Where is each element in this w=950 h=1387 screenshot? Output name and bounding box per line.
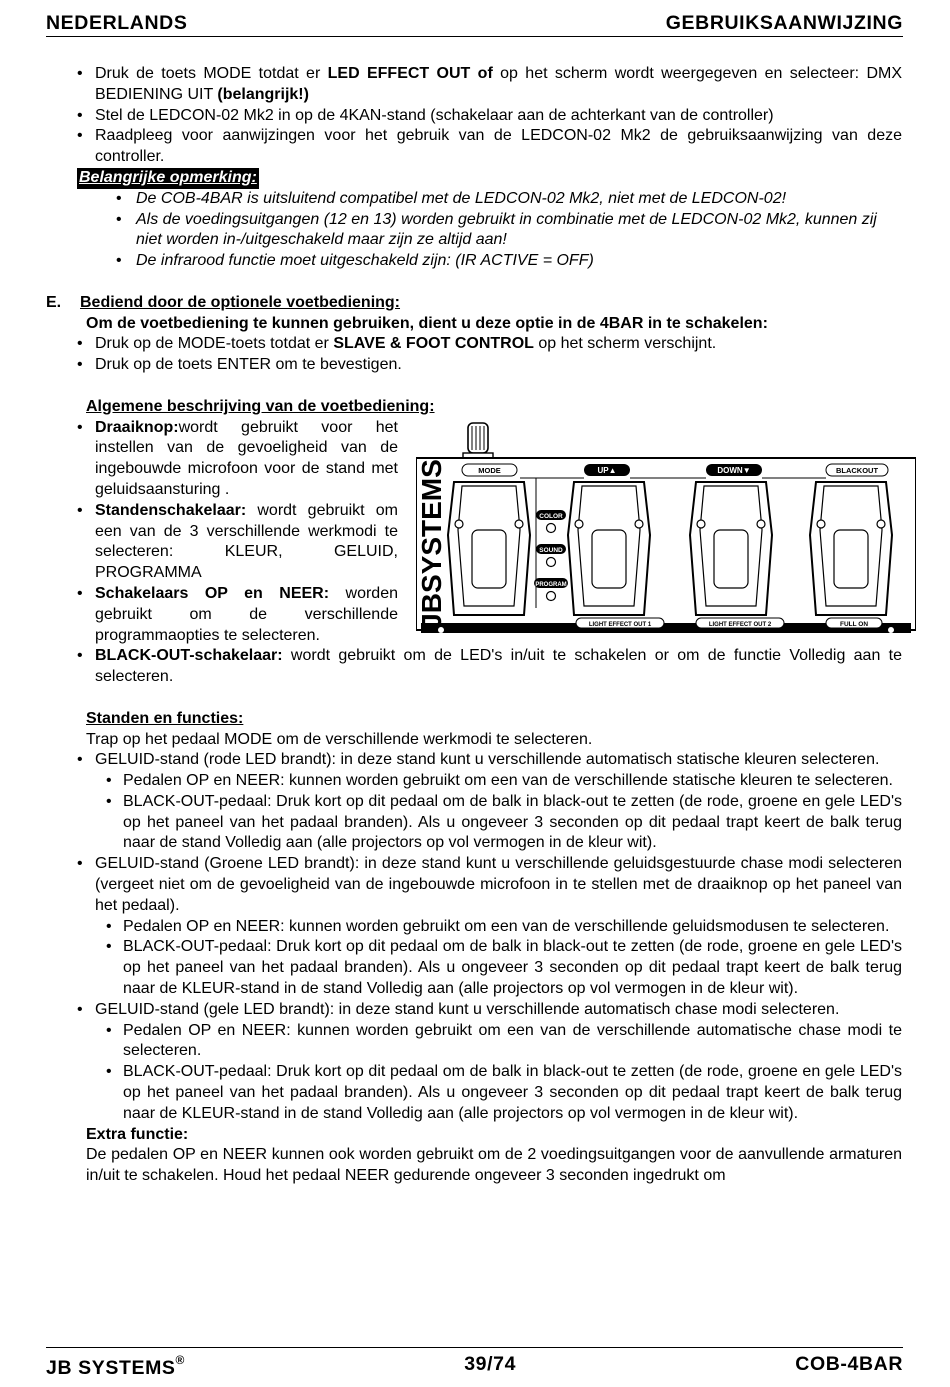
knob-icon bbox=[463, 423, 493, 458]
pedal-blackout bbox=[810, 464, 892, 615]
feature-list bbox=[46, 418, 398, 647]
bold-text: BLACK-OUT-schakelaar: bbox=[95, 647, 283, 665]
important-label: Belangrijke opmerking: bbox=[77, 168, 259, 189]
pedal-label-blackout: BLACKOUT bbox=[835, 466, 879, 475]
led-label-color: COLOR bbox=[539, 513, 563, 520]
text: Druk op de MODE-toets totdat er bbox=[95, 335, 334, 353]
important-note-row bbox=[46, 168, 902, 189]
footer-brand-text: JB SYSTEMS bbox=[46, 1356, 176, 1379]
sub-list-item: • Pedalen OP en NEER: kunnen worden gebruikt om een van de verschillende statische kleuren te selecteren. bbox=[46, 771, 902, 792]
section-heading bbox=[46, 293, 902, 314]
output-label-2: LIGHT EFFECT OUT 2 bbox=[708, 622, 772, 628]
bold-text: (belangrijk!) bbox=[217, 85, 309, 103]
list-item bbox=[46, 584, 398, 646]
text: Druk de toets MODE totdat er bbox=[95, 65, 328, 82]
text: worden gebruikt om de verschillende programmaopties te selecteren. bbox=[95, 584, 398, 644]
output-label-1: LIGHT EFFECT OUT 1 bbox=[588, 622, 652, 628]
note-item: • De COB-4BAR is uitsluitend compatibel met de LEDCON-02 Mk2, niet met de LEDCON-02! bbox=[46, 189, 902, 210]
header-language: NEDERLANDS bbox=[46, 11, 188, 34]
subsection-title: Standen en functies: bbox=[86, 709, 244, 727]
paragraph: Trap op het pedaal MODE om de verschillende werkmodi te selecteren. bbox=[86, 730, 593, 748]
full-on-label: FULL ON bbox=[839, 621, 869, 628]
paragraph: De pedalen OP en NEER kunnen ook worden gebruikt om de 2 voedingsuitgangen voor de aanvullende armaturen in/uit te schakelen. Houd het pedaal NEER gedurende ongeveer 3 seconden ingedrukt om bbox=[86, 1146, 902, 1185]
header-title: GEBRUIKSAANWIJZING bbox=[665, 11, 903, 34]
footer-brand bbox=[46, 1350, 185, 1379]
section-number: E. bbox=[46, 293, 62, 311]
list-item: • GELUID-stand (rode LED brandt): in deze stand kunt u verschillende automatisch statische kleuren selecteren. bbox=[46, 750, 902, 771]
sub-list-item: • Pedalen OP en NEER: kunnen worden gebruikt om een van de verschillende geluidsmodusen te selecteren. bbox=[46, 917, 902, 938]
brand-logo: JBSYSTEMS bbox=[416, 459, 447, 629]
sub-list-item: • BLACK-OUT-pedaal: Druk kort op dit pedaal om de balk in black-out te zetten (de rode, groene en gele LED's op het paneel van het padaal branden). Als u ongeveer 3 seconden op dit pedaal trapt keert de balk terug naar de stand Volledig aan (alle projectors op vol vermogen in de kleur wit). bbox=[46, 792, 902, 854]
bold-text: LED EFFECT OUT of bbox=[327, 65, 493, 82]
text: wordt gebruikt om de LED's in/uit te schakelen or om de functie Volledig aan te selecteren. bbox=[95, 647, 902, 686]
note-item: • De infrarood functie moet uitgeschakeld zijn: (IR ACTIVE = OFF) bbox=[46, 251, 902, 272]
sub-list-item: • Pedalen OP en NEER: kunnen worden gebruikt om een van de verschillende automatische chase modi te selecteren. bbox=[46, 1021, 902, 1063]
subsection-title: Algemene beschrijving van de voetbediening: bbox=[86, 397, 435, 415]
list-item bbox=[46, 418, 398, 501]
bold-text: Standenschakelaar: bbox=[95, 501, 247, 519]
list-item: • Raadpleeg voor aanwijzingen voor het gebruik van de LEDCON-02 Mk2 de gebruiksaanwijzing van deze controller. bbox=[46, 126, 902, 168]
sub-list-item: • BLACK-OUT-pedaal: Druk kort op dit pedaal om de balk in black-out te zetten (de rode, groene en gele LED's op het paneel van het padaal branden). Als u ongeveer 3 seconden op dit pedaal trapt keert de balk terug naar de KLEUR-stand in de stand Volledig aan (alle projectors op vol vermogen in de kleur wit). bbox=[46, 937, 902, 999]
list-item: • GELUID-stand (Groene LED brandt): in deze stand kunt u verschillende geluidsgestuurde chase modi selecteren (vergeet niet om de gevoeligheid van de ingebouwde microfoon in te stellen met de draaiknop op het paneel van het pedaal). bbox=[46, 854, 902, 916]
led-label-sound: SOUND bbox=[539, 547, 563, 554]
bold-text: SLAVE & FOOT CONTROL bbox=[333, 335, 534, 353]
note-item: • Als de voedingsuitgangen (12 en 13) worden gebruikt in combinatie met de LEDCON-02 Mk2, kunnen zij niet worden in-/uitgeschakeld maar zijn ze altijd aan! bbox=[46, 210, 902, 252]
pedal-up bbox=[568, 464, 650, 615]
pedal-label-down: DOWN▼ bbox=[717, 466, 751, 475]
list-item bbox=[46, 501, 398, 584]
list-item: • Druk op de toets ENTER om te bevestigen. bbox=[46, 355, 902, 376]
page-header bbox=[46, 10, 903, 37]
list-item: • Stel de LEDCON-02 Mk2 in op de 4KAN-stand (schakelaar aan de achterkant van de controller) bbox=[46, 106, 902, 127]
text: wordt gebruikt voor het instellen van de gevoeligheid van de ingebouwde microfoon voor de stand met geluidsaansturing . bbox=[95, 418, 398, 498]
foot-controller-diagram bbox=[416, 420, 916, 640]
text: op het scherm wordt weergegeven en selecteer: DMX BEDIENING UIT bbox=[95, 65, 903, 103]
pedal-label-mode: MODE bbox=[478, 466, 501, 475]
extra-title: Extra functie: bbox=[86, 1125, 189, 1143]
section-title: Bediend door de optionele voetbediening: bbox=[80, 293, 401, 311]
page-number: 39/74 bbox=[464, 1352, 517, 1375]
text: op het scherm verschijnt. bbox=[533, 335, 717, 353]
list-item bbox=[46, 334, 902, 355]
bold-text: Draaiknop: bbox=[95, 418, 179, 436]
bold-text: Schakelaars OP en NEER: bbox=[95, 584, 330, 602]
list-item: • GELUID-stand (gele LED brandt): in deze stand kunt u verschillende automatisch chase modi selecteren. bbox=[46, 1000, 902, 1021]
page-content bbox=[46, 64, 902, 1187]
led-label-program: PROGRAM bbox=[535, 582, 567, 588]
pedal-down bbox=[690, 464, 772, 615]
text: wordt gebruikt om een van de 3 verschillende werkmodi te selecteren: KLEUR, GELUID, PROGRAMMA bbox=[95, 501, 398, 582]
list-item bbox=[46, 64, 902, 106]
sub-list-item: • BLACK-OUT-pedaal: Druk kort op dit pedaal om de balk in black-out te zetten (de rode, groene en gele LED's op het paneel van het padaal branden). Als u ongeveer 3 seconden op dit pedaal trapt keert de balk terug naar de KLEUR-stand in de stand Volledig aan (alle projectors op vol vermogen in de kleur wit). bbox=[46, 1062, 902, 1124]
pedal-mode bbox=[448, 464, 530, 615]
footer-model: COB-4BAR bbox=[795, 1352, 903, 1375]
registered-mark: ® bbox=[175, 1352, 185, 1367]
list-item bbox=[46, 646, 902, 688]
section-subtitle: Om de voetbediening te kunnen gebruiken, dient u deze optie in de 4BAR in te schakelen: bbox=[86, 314, 768, 332]
pedal-label-up: UP▲ bbox=[597, 466, 617, 475]
page-footer bbox=[46, 1347, 903, 1380]
